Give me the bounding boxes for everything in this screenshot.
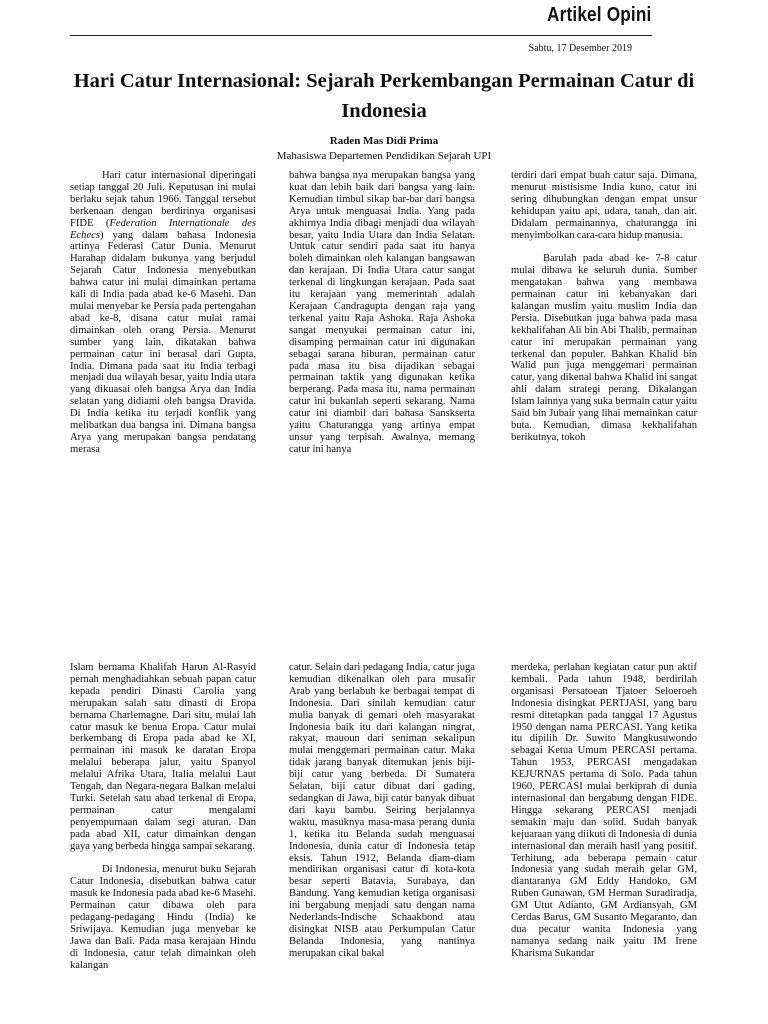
paragraph: merdeka, perlahan kegiatan catur pun aktif kembali. Pada tahun 1948, berdirilah organisasi Persatoean Tjatoer Seloeroeh Indonesia disingkat PERTJASI, yang baru resmi ditetapkan pada tanggal 17 Agustus 1950 dengan nama PERCASI. Yang ketika itu dipilih Dr. Suwito Mangkusuwondo sebagai Ketua Umum PERCASI pertama. Tahun 1953, PERCASI mengadakan KEJURNAS pertama di Solo. Pada tahun 1960, PERCASI mulai berkiprah di dunia internasional dan bergabung dengan FIDE. Hingga sekarang PERCASI menjadi semakin maju dan solid. Sudah banyak kejuaraan yang diikuti di Indonesia di dunia internasional dan meraih hasil yang positif. Terhitung, ada beberapa pemain catur Indonesia yang sudah meraih gelar GM, diantaranya GM Eddy Handoko, GM Ruben Gunawan, GM Herman Suradiradja, GM Utut Adianto, GM Ardiansyah, GM Cerdas Barus, GM Susanto Megaranto, dan dua pecatur wanita Indonesia yang namanya sedang naik yaitu IM Irene Kharisma Sukandar <box>511 662 697 959</box>
page1-column-2 <box>289 170 475 540</box>
page2-column-2 <box>289 662 475 1024</box>
author-affiliation: Mahasiswa Departemen Pendidikan Sejarah UPI <box>276 150 492 162</box>
page1-column-3 <box>511 170 697 540</box>
paragraph: Barulah pada abad ke- 7-8 catur mulai dibawa ke seluruh dunia. Sumber mengatakan bahwa yang membawa permainan catur ini kebanyakan dari kalangan muslim yaitu muslim India dan Persia. Disebutkan juga bahwa pada masa kekhalifahan Ali bin Abi Thalib, permainan catur ini merupakan permainan yang terkenal dan populer. Bahkan Khalid bin Walid pun juga menggemari permainan catur, yang dikenal bahwa Khalid ini sangat ahli dalam strategi perang. Dikalangan Islam lainnya yang suka bermain catur yaitu Said bin Jubair yang lihai memainkan catur buta. Kemudian, dimasa kekhalifahan berikutnya, tokoh <box>511 253 697 443</box>
paragraph: terdiri dari empat buah catur saja. Dimana, menurut mistisisme India kuno, catur ini sering dihubungkan dengan empat unsur kehidupan yaitu api, udara, tanah, dan air. Didalam permainannya, chaturangga ini menyimbolkan cara-cara hidup manusia. <box>511 170 697 241</box>
paragraph: Islam bernama Khalifah Harun Al-Rasyid pernah menghadiahkan sebuah papan catur kepada pendiri Dinasti Carolia yang merupakan salah satu dinasti di Eropa bernama Charlemagne. Dari situ, mulai lah catur masuk ke benua Eropa. Catur mulai berkembang di Eropa pada abad ke XI, permainan ini masuk ke daratan Eropa melalui beberapa jalur, yaitu Spanyol melalui Afrika Utara, Italia melalui Laut Tengah, dan Negara-negara Balkan melalui Turki. Setelah satu abad terkenal di Eropa, permainan catur mengalami penyempurnaan dalam segi aturan. Dan pada abad XII, catur dimainkan dengan gaya yang berbeda hingga sampai sekarang. <box>70 662 256 852</box>
page2-column-3 <box>511 662 697 1024</box>
paragraph: Hari catur internasional diperingati setiap tanggal 20 Juli. Keputusan ini mulai berlaku sejak tahun 1966. Tanggal tersebut berkenaan dengan berdirinya organisasi FIDE (Federation Internationale des Echecs) yang dalam bahasa Indonesia artinya Federasi Catur Dunia. Menurut Harahap didalam bukunya yang berjudul Sejarah Catur Indonesia menyebutkan bahwa catur ini mulai dimainkan pertama kali di India pada abad ke-6 Masehi. Dan mulai menyebar ke Persia pada pertengahan abad ke-8, disana catur mulai ramai dimainkan oleh orang Persia. Menurut sumber yang lain, dikatakan bahwa permainan catur ini berasal dari Gupta, India. Dimana pada saat itu India terbagi menjadi dua wilayah besar, yaitu India utara yang dikuasai oleh bangsa Arya dan India selatan yang didiami oleh bangsa Dravida. Di India ketika itu terjadi konflik yang melibatkan dua bangsa ini. Dimana bangsa Arya yang merupakan bangsa pendatang merasa <box>70 170 256 455</box>
paragraph: catur. Selain dari pedagang India, catur juga kemudian dikenalkan oleh para musafir Arab yang berlabuh ke berbagai tempat di Indonesia. Dari sinilah kemudian catur mulia banyak di gemari oleh masyarakat Indonesia baik itu dari kalangan ningrat, rakyat, mauoun dari seniman sekalipun mulai menggemari permainan catur. Maka tidak jarang banyak ditemukan jenis biji-biji catur yang berbeda. Di Sumatera Selatan, biji catur dibuat dari gading, sedangkan di Jawa, biji catur banyak dibuat dari kayu bambu. Seiring berjalannya waktu, masuknya masa-masa perang dunia 1, ketika itu Belanda sudah menguasai Indonesia, dunia catur di Indonesia tetap eksis. Tahun 1912, Belanda diam-diam mendirikan organisasi catur di kota-kota besar seperti Batavia, Surabaya, dan Bandung. Yang kemudian ketiga organisasi ini bergabung menjadi satu dengan nama Nederlands-Indische Schaakbond atau disingkat NISB atau Perkumpulan Catur Belanda Indonesia, yang nantinya merupakan cikal bakal <box>289 662 475 959</box>
article-title: Hari Catur Internasional: Sejarah Perkembangan Permainan Catur di Indonesia <box>73 70 695 122</box>
paragraph: Di Indonesia, menurut buku Sejarah Catur Indonesia, disebutkan bahwa catur masuk ke Indonesia pada abad ke-6 Masehi. Permainan catur dibawa oleh para pedagang-pedagang Hindu (India) ke Sriwijaya. Kemudian juga menyebar ke Jawa dan Bali. Pada masa kerajaan Hindu di Indonesia, catur telah dimainkan oleh kalangan <box>70 864 256 971</box>
publication-date: Sabtu, 17 Desember 2019 <box>528 43 632 54</box>
page2-column-1 <box>70 662 256 1024</box>
author-name: Raden Mas Didi Prima <box>329 135 439 147</box>
fide-expansion: Federation Internationale des Echecs <box>70 217 256 241</box>
header-rule <box>70 35 652 36</box>
page1-column-1 <box>70 170 256 540</box>
paragraph: bahwa bangsa nya merupakan bangsa yang kuat dan lebih baik dari bangsa yang lain. Kemudian timbul sikap bar-bar dari bangsa Arya untuk menguasai India. Yang pada akhirnya India dibagi menjadi dua wilayah besar, yaitu India Utara dan India Selatan. Untuk catur sendiri pada saat itu hanya boleh dimainkan oleh kalangan bangsawan dan kerajaan. Di India Utara catur sangat terkenal di lingkungan kerajaan. Pada saat itu kerajaan yang memerintah adalah Kerajaan Candragupta dengan raja yang terkenal yaitu Raja Ashoka. Raja Ashoka sangat menyukai permainan catur ini, disamping permainan catur ini digunakan sebagai sarana hiburan, permainan catur pada masa itu bisa dijadikan sebagai permainan taktik yang digunakan ketika berperang. Pada masa itu, nama permainan catur ini bukanlah seperti sekarang. Nama catur ini diambil dari bahasa Sanskserta yaitu Chaturangga yang artinya empat unsur yang terpisah. Awalnya, memang catur ini hanya <box>289 170 475 455</box>
section-title: Artikel Opini <box>547 4 652 26</box>
